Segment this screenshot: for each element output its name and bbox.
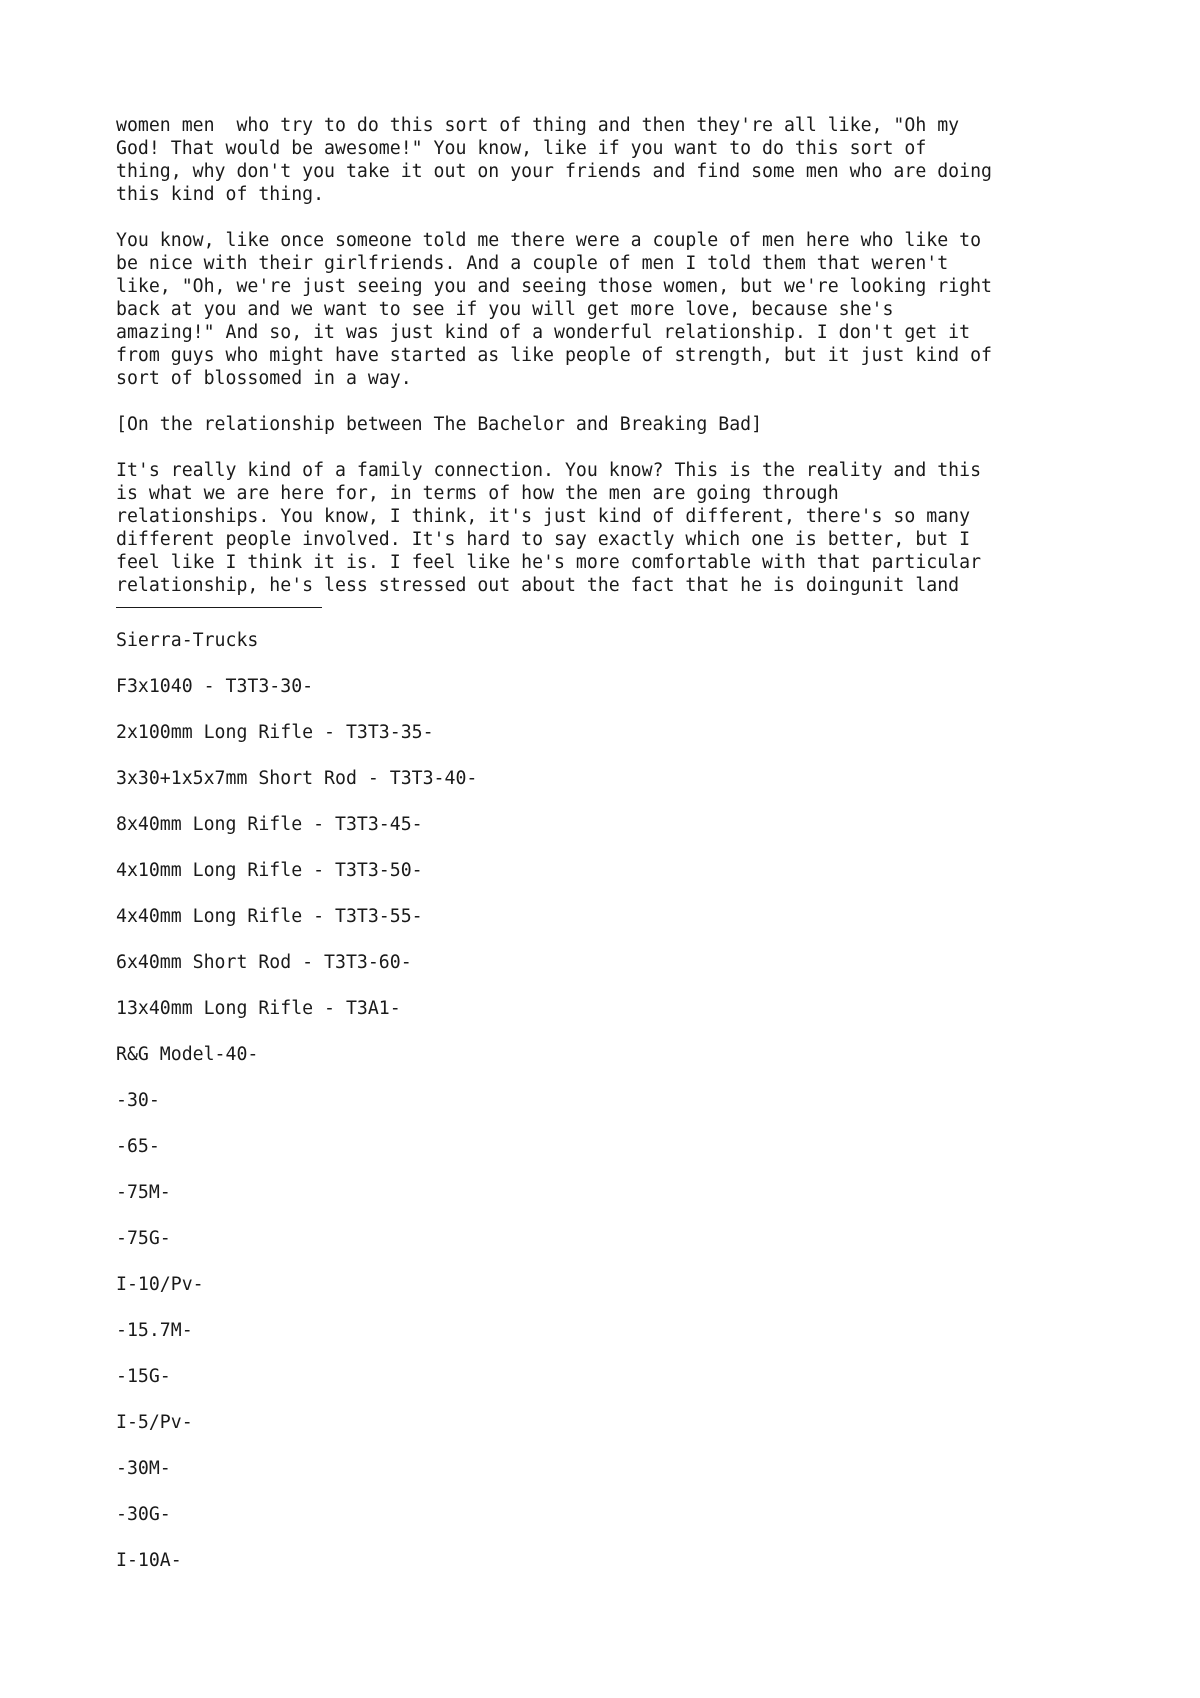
- list-item: 3x30+1x5x7mm Short Rod - T3T3-40-: [116, 768, 478, 789]
- list-item: 8x40mm Long Rifle - T3T3-45-: [116, 814, 423, 835]
- list-item: F3x1040 - T3T3-30-: [116, 676, 314, 697]
- list-item: -15G-: [116, 1366, 171, 1387]
- list-item: -65-: [116, 1136, 160, 1157]
- list-item: -75G-: [116, 1228, 171, 1249]
- paragraph: You know, like once someone told me there were a couple of men here who like to be nice with their girlfriends. And a couple of men I told them that weren't like, "Oh, we're just seeing you and seeing those women, but we're looking right back at you and we want to see if you will get more love, because she's amazing!" And so, it was just kind of a wonderful relationship. I don't get it from guys who might have started as like people of strength, but it just kind of sort of blossomed in a way.: [116, 230, 992, 389]
- list-item: -30G-: [116, 1504, 171, 1525]
- section-heading: [On the relationship between The Bachelor and Breaking Bad]: [116, 414, 763, 435]
- list-item: -75M-: [116, 1182, 171, 1203]
- list-item: 6x40mm Short Rod - T3T3-60-: [116, 952, 412, 973]
- list-item: I-10A-: [116, 1550, 182, 1571]
- list-item: 4x10mm Long Rifle - T3T3-50-: [116, 860, 423, 881]
- document-page: [116, 114, 1096, 1595]
- list-title: Sierra-Trucks: [116, 630, 259, 651]
- list-item: -15.7M-: [116, 1320, 193, 1341]
- paragraph: women men who try to do this sort of thing and then they're all like, "Oh my God! That would be awesome!" You know, like if you want to do this sort of thing, why don't you take it out on your friends and find some men who are doing this kind of thing.: [116, 115, 992, 205]
- paragraph: It's really kind of a family connection. You know? This is the reality and this is what we are here for, in terms of how the men are going through relationships. You know, I think, it's just kind of different, there's so many different people involved. It's hard to say exactly which one is better, but I feel like I think it is. I feel like he's more comfortable with that particular relationship, he's less stressed out about the fact that he is doingunit land: [116, 460, 982, 596]
- list-item: I-10/Pv-: [116, 1274, 204, 1295]
- list-item: -30M-: [116, 1458, 171, 1479]
- list-item: I-5/Pv-: [116, 1412, 193, 1433]
- list-item: 2x100mm Long Rifle - T3T3-35-: [116, 722, 434, 743]
- list-item: 13x40mm Long Rifle - T3A1-: [116, 998, 401, 1019]
- list-item: -30-: [116, 1090, 160, 1111]
- list-item: R&G Model-40-: [116, 1044, 259, 1065]
- list-item: 4x40mm Long Rifle - T3T3-55-: [116, 906, 423, 927]
- item-list: [116, 629, 1096, 1572]
- horizontal-rule: [116, 607, 322, 608]
